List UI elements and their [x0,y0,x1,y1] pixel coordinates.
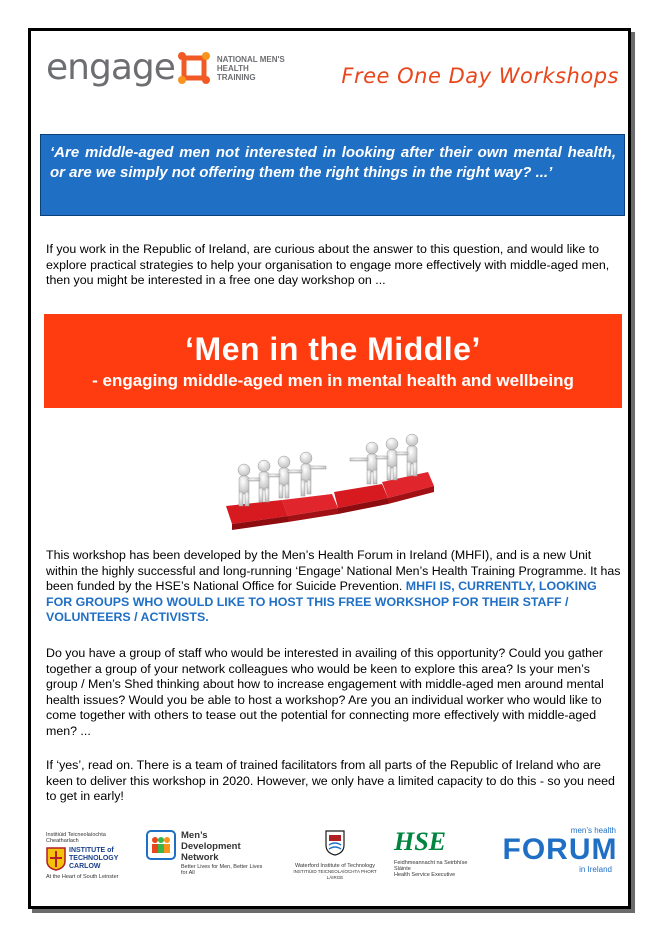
hse-mark-icon: HSE [394,827,447,856]
itcarlow-line3: CARLOW [69,863,101,870]
mhf-top-text: men’s health [570,826,616,835]
wit-crest-icon [325,830,345,856]
engage-logo-word: engage [46,47,175,88]
host-call-to-action: MHFI IS, CURRENTLY, LOOKING FOR GROUPS WHO WOULD LIKE TO HOST THIS FREE WORKSHOP FOR THEIR STAFF / VOLUNTEERS / ACTIVISTS. [46,579,597,625]
hse-logo [394,824,484,894]
mhf-forum-text: FORUM [502,833,618,866]
questions-paragraph: Do you have a group of staff who would be interested in availing of this opportunity? Could you gather together a group of your network colleagues who would be keen to explore this area? Is your men’s group / Men’s Shed thinking about how to increase engagement with middle-aged men around mental health issues? Would you be able to host a workshop? Are you an individual worker who would like to come together with others to tease out the potential for connecting more effectively with middle-aged men? ... [46,646,604,738]
banner-subtitle: - engaging middle-aged men in mental health and wellbeing [92,371,574,390]
intro-paragraph: If you work in the Republic of Ireland, are curious about the answer to this question, and would like to explore practical strategies to help your organisation to engage more effectively with middle-aged men, then you might be interested in a free one day workshop on ... [46,242,610,288]
workshop-description [46,548,621,626]
mens-development-network-logo [146,824,266,894]
itcarlow-tagline: At the Heart of South Leinster [46,874,119,880]
read-on-paragraph: If ‘yes’, read on. There is a team of trained facilitators from all parts of the Republic of Ireland who are keen to deliver this workshop in 2020. However, we only have a limited capacity to do this - so you need to get in early! [46,758,615,804]
page-title: Free One Day Workshops [341,64,619,88]
workshop-banner [44,314,622,408]
itcarlow-shield-icon [46,847,66,871]
itcarlow-irish-name: Institiúid Teicneolaíochta Cheatharlach [46,832,106,844]
hse-line1: Feidhmeannacht na Seirbhíse Sláinte [394,860,468,872]
wit-line2: INSTITIÚID TEICNEOLAÍOCHTA PHORT LÁIRGE [293,869,377,880]
engage-sub-line1: NATIONAL MEN'S [216,54,285,64]
waterford-it-logo [292,824,378,894]
mhf-bottom-text: in Ireland [579,865,612,874]
mdn-line2: Development [181,841,241,852]
engage-logo [46,46,287,90]
quote-box: ‘Are middle-aged men not interested in looking after their own mental health, or are we simply not offering them the right things in the right way? ...’ [40,134,625,216]
page-shadow-right [631,32,635,913]
mdn-tagline: Better Lives for Men, Better Lives for All [181,864,263,876]
banner-title: ‘Men in the Middle’ [185,331,481,367]
mdn-line3: Network [181,852,219,863]
engage-people-icon [177,51,211,85]
itcarlow-line2: TECHNOLOGY [69,855,119,862]
mdn-line1: Men’s [181,830,208,841]
page-shadow-bottom [32,909,635,913]
description-text: This workshop has been developed by the Men’s Health Forum in Ireland (MHFI), and is a new Unit within the highly successful and long-running ‘Engage’ National Men’s Health Training Programme. It has been funded by the HSE’s National Office for Suicide Prevention. [46,548,621,594]
wit-line1: Waterford Institute of Technology [294,863,376,869]
mens-health-forum-logo [498,824,622,894]
engage-sub-line2: HEALTH TRAINING [216,63,256,82]
engage-logo-subtitle [217,55,287,82]
mdn-people-icon [146,830,176,860]
it-carlow-logo [46,824,126,894]
puzzle-figures-illustration [222,420,442,544]
hse-line2: Health Service Executive [394,872,456,878]
sponsor-logos [44,824,624,894]
itcarlow-line1: INSTITUTE of [69,847,114,854]
